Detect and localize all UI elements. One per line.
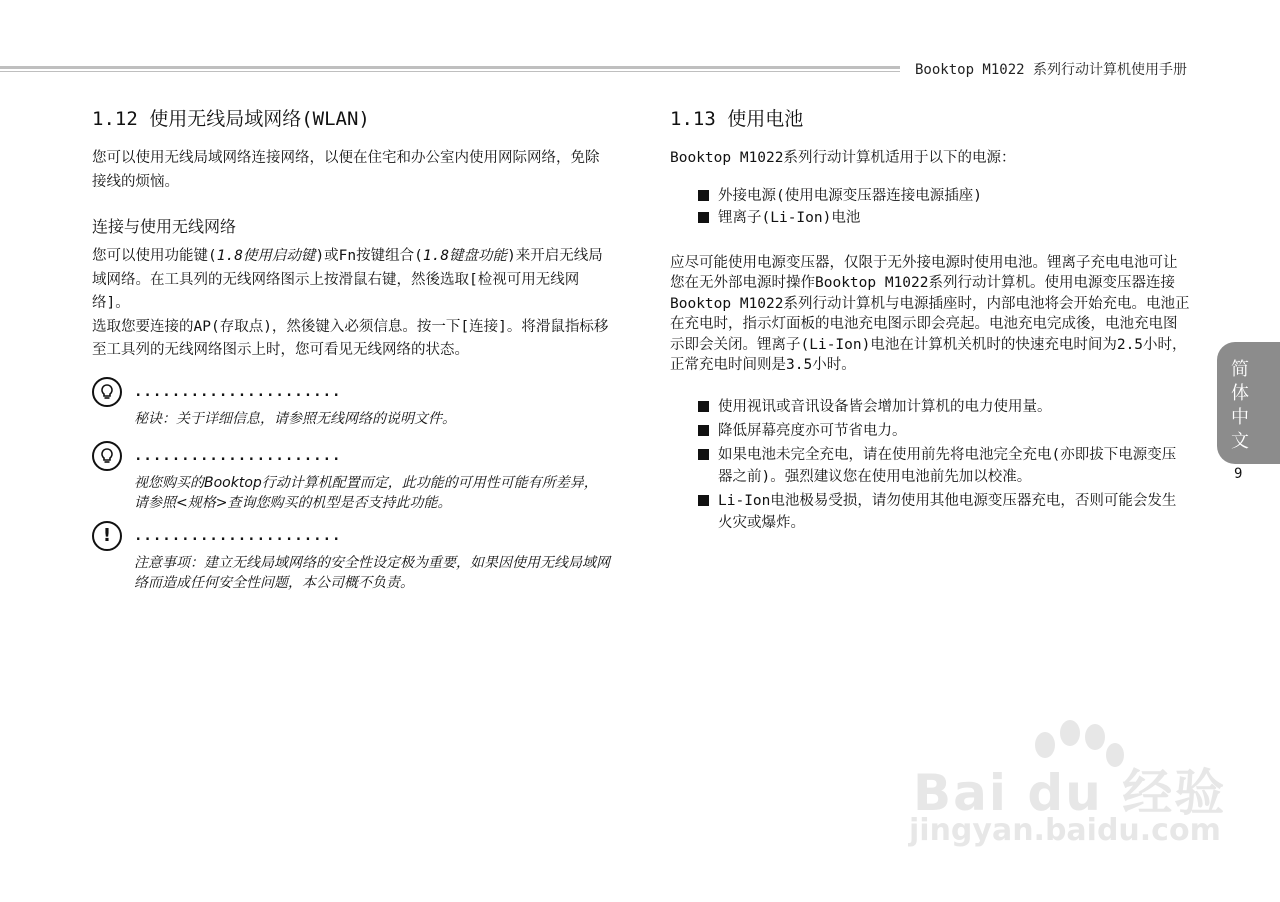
battery-intro: Booktop M1022系列行动计算机适用于以下的电源： [670,150,1016,166]
bullet-square-icon [698,401,709,412]
list-item [670,420,1190,442]
list-item-text: 降低屏幕亮度亦可节省电力。 [718,422,907,439]
list-item-text: 如果电池未完全充电，请在使用前先将电池完全充电(亦即拔下电源变压器之前)。强烈建议您在使用电池前先加以校准。 [718,446,1177,485]
list-item [670,185,1190,207]
note-tip-2 [92,441,610,513]
subsection-title-connect: 连接与使用无线网络 [92,217,237,236]
reference-link: 1.8使用启动键 [216,248,316,264]
bullet-square-icon [698,495,709,506]
text-segment: )或Fn按键组合( [315,248,423,264]
note-warning [92,521,610,593]
dotted-leader: ...................... [134,527,342,544]
note-text: 注意事项：建立无线局域网络的安全性设定极为重要，如果因使用无线局域网络而造成任何安全性问题，本公司概不负责。 [134,554,610,591]
note-text: 秘诀：关于详细信息，请参照无线网络的说明文件。 [134,410,456,427]
right-column [670,104,1190,534]
list-item-text: Li-Ion电池极易受损，请勿使用其他电源变压器充电，否则可能会发生火灾或爆炸。 [718,492,1177,531]
section-title-battery: 1.13 使用电池 [670,108,804,130]
list-item-text: 使用视讯或音讯设备皆会增加计算机的电力使用量。 [718,398,1052,415]
text-segment: 您可以使用功能键( [92,248,217,264]
wlan-paragraph-1 [92,245,610,316]
power-source-list [670,185,1190,229]
note-text: 视您购买的Booktop行动计算机配置而定，此功能的可用性可能有所差异，请参照<规格>查询您购买的机型是否支持此功能。 [134,474,598,511]
baidu-watermark [905,715,1227,855]
battery-tips-list [670,396,1190,534]
wlan-paragraph-2: 选取您要连接的AP(存取点)，然後键入必须信息。按一下[连接]。将滑鼠指标移至工具列的无线网络图示上时，您可看见无线网络的状态。 [92,318,609,358]
text-segment: )来开启无线局域网络。在工具列的无线网络图示上按滑鼠右键，然後选取[检视可用无线网络]。 [92,248,603,311]
header-rule [0,66,900,69]
battery-body: 应尽可能使用电源变压器，仅限于无外接电源时使用电池。锂离子充电电池可让您在无外部电源时操作Booktop M1022系列行动计算机。使用电源变压器连接Booktop M1022系列行动计算机与电源插座时，内部电池将会开始充电。电池正在充电时，指示灯面板的电池充电图示即会亮起。电池充电完成後，电池充电图示即会关闭。锂离子(Li-Ion)电池在计算机关机时的快速充电时间为2.5小时，正常充电时间则是3.5小时。 [670,254,1190,373]
header-rule-thin [0,71,900,72]
list-item-text: 外接电源(使用电源变压器连接电源插座) [718,187,982,204]
list-item [670,490,1190,534]
lightbulb-icon [92,441,122,471]
wlan-intro: 您可以使用无线局域网络连接网络，以便在住宅和办公室内使用网际网络，免除接线的烦恼。 [92,150,600,190]
warning-icon: ! [92,521,122,551]
bullet-square-icon [698,190,709,201]
section-title-wlan: 1.12 使用无线局域网络(WLAN) [92,108,370,130]
dotted-leader: ...................... [134,383,342,400]
bullet-square-icon [698,449,709,460]
manual-title: Booktop M1022 系列行动计算机使用手册 [915,62,1188,78]
bullet-square-icon [698,212,709,223]
note-tip-1 [92,377,610,429]
list-item [670,444,1190,488]
reference-link: 1.8键盘功能 [422,248,508,264]
language-tab-label: 简体中文 [1231,359,1249,452]
lightbulb-icon [92,377,122,407]
watermark-brand: Bai du 经验 [913,764,1227,822]
left-column [92,104,610,593]
list-item [670,207,1190,229]
list-item [670,396,1190,418]
list-item-text: 锂离子(Li-Ion)电池 [718,209,861,226]
bullet-square-icon [698,425,709,436]
dotted-leader: ...................... [134,447,342,464]
page-number: 9 [1234,466,1243,482]
watermark-url: jingyan.baidu.com [909,813,1221,848]
